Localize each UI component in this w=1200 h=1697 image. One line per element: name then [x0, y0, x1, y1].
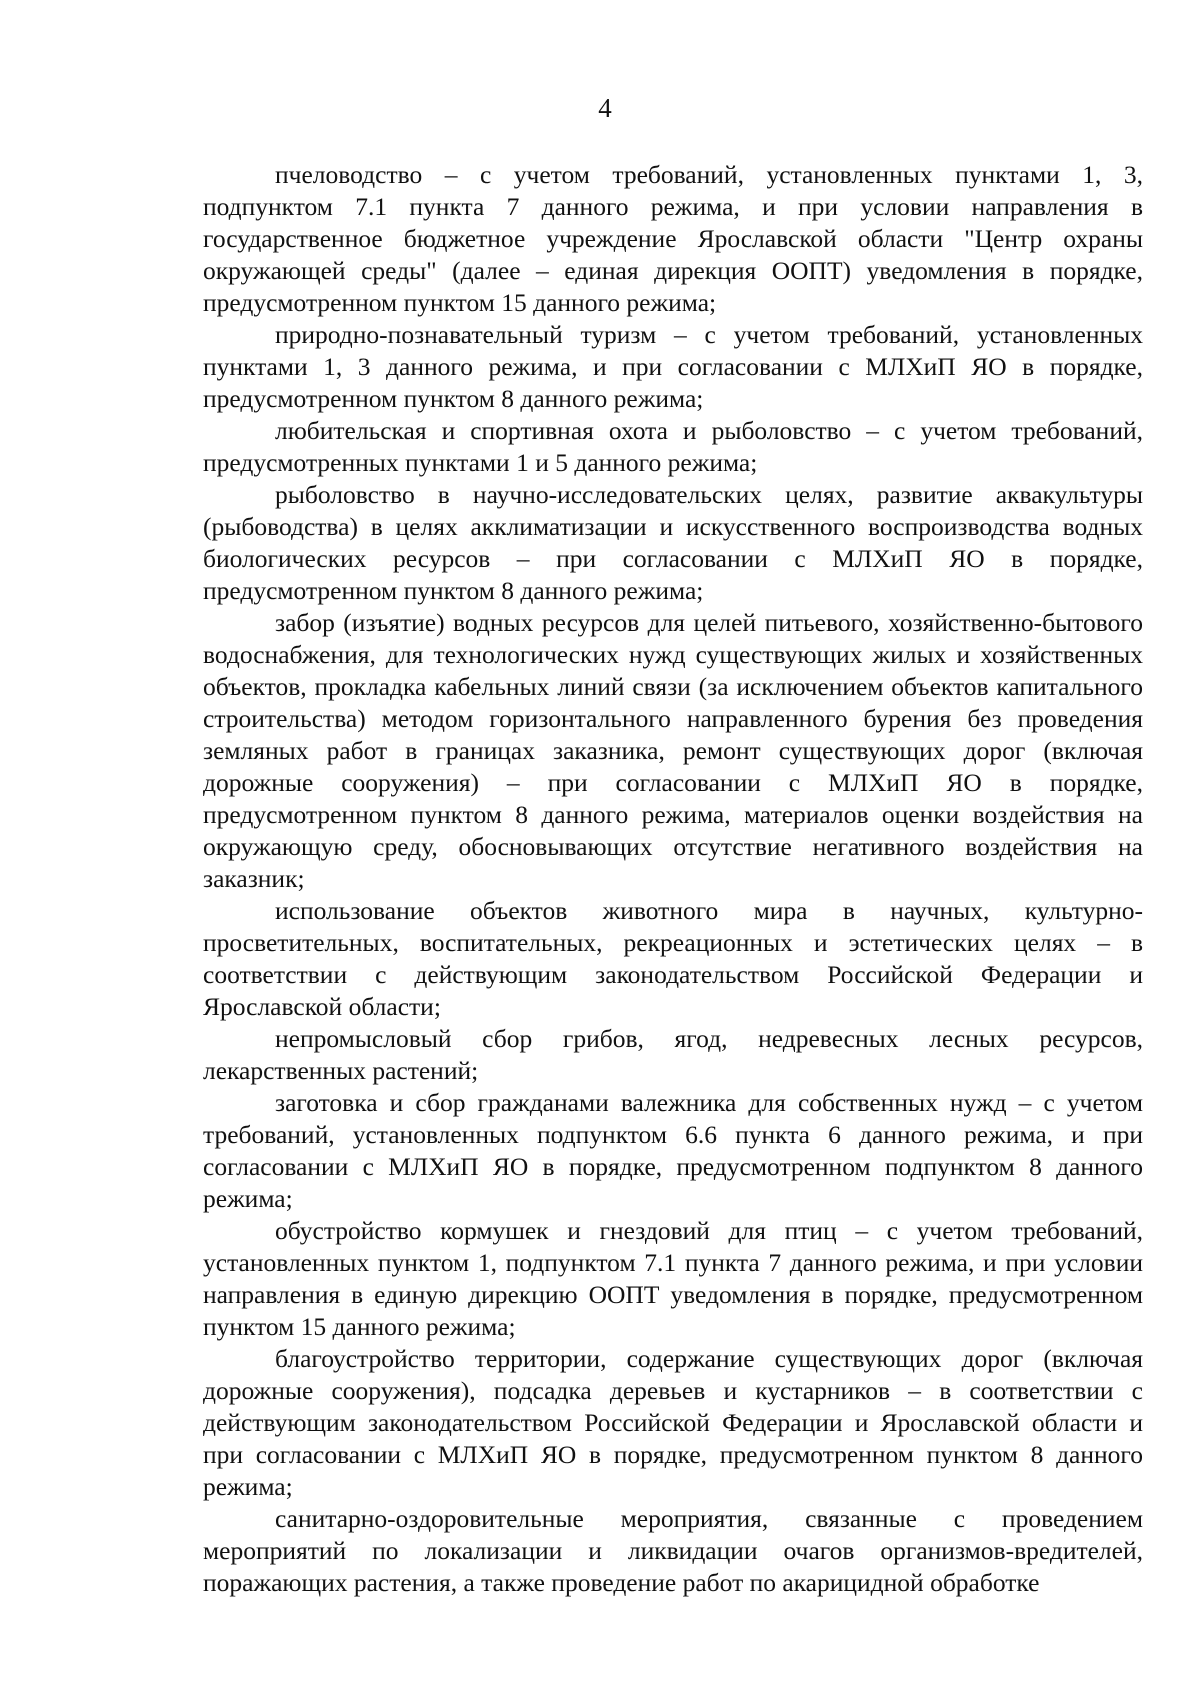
paragraph-research-fishing: рыболовство в научно-исследовательских целях, развитие аквакультуры (рыбоводства) в целях акклиматизации и искусственного воспроизводства водных биологических ресурсов – при согласовании с МЛХиП ЯО в порядке, предусмотренном пунктом 8 данного режима; — [203, 480, 1143, 605]
paragraph-deadwood: заготовка и сбор гражданами валежника для собственных нужд – с учетом требований, установленных подпунктом 6.6 пункта 6 данного режима, и при согласовании с МЛХиП ЯО в порядке, предусмотренном подпунктом 8 данного режима; — [203, 1088, 1143, 1213]
paragraph-sanitary: санитарно-оздоровительные мероприятия, связанные с проведением мероприятий по локализации и ликвидации очагов организмов-вредителей, поражающих растения, а также проведение работ по акарицидной обработке — [203, 1504, 1143, 1597]
paragraph-landscaping: благоустройство территории, содержание существующих дорог (включая дорожные сооружения), подсадка деревьев и кустарников – в соответствии с действующим законодательством Российской Федерации и Ярославской области и при согласовании с МЛХиП ЯО в порядке, предусмотренном пунктом 8 данного режима; — [203, 1344, 1143, 1501]
page-number: 4 — [598, 93, 612, 123]
paragraph-gathering: непромысловый сбор грибов, ягод, недревесных лесных ресурсов, лекарственных растений; — [203, 1024, 1143, 1085]
paragraph-wildlife-use: использование объектов животного мира в научных, культурно-просветительных, воспитательных, рекреационных и эстетических целях – в соответствии с действующим законодательством Российской Федерации и Ярославской области; — [203, 896, 1143, 1021]
paragraph-bird-feeders: обустройство кормушек и гнездовий для птиц – с учетом требований, установленных пунктом 1, подпунктом 7.1 пункта 7 данного режима, и при условии направления в единую дирекцию ООПТ уведомления в порядке, предусмотренном пунктом 15 данного режима; — [203, 1216, 1143, 1341]
paragraph-hunting-fishing: любительская и спортивная охота и рыболовство – с учетом требований, предусмотренных пунктами 1 и 5 данного режима; — [203, 416, 1143, 477]
document-body — [203, 159, 1143, 1599]
paragraph-beekeeping: пчеловодство – с учетом требований, установленных пунктами 1, 3, подпунктом 7.1 пункта 7 данного режима, и при условии направления в государственное бюджетное учреждение Ярославской области "Центр охраны окружающей среды" (далее – единая дирекция ООПТ) уведомления в порядке, предусмотренном пунктом 15 данного режима; — [203, 160, 1143, 317]
paragraph-water-intake: забор (изъятие) водных ресурсов для целей питьевого, хозяйственно-бытового водоснабжения, для технологических нужд существующих жилых и хозяйственных объектов, прокладка кабельных линий связи (за исключением объектов капитального строительства) методом горизонтального направленного бурения без проведения земляных работ в границах заказника, ремонт существующих дорог (включая дорожные сооружения) – при согласовании с МЛХиП ЯО в порядке, предусмотренном пунктом 8 данного режима, материалов оценки воздействия на окружающую среду, обосновывающих отсутствие негативного воздействия на заказник; — [203, 608, 1143, 893]
paragraph-nature-tourism: природно-познавательный туризм – с учетом требований, установленных пунктами 1, 3 данного режима, и при согласовании с МЛХиП ЯО в порядке, предусмотренном пунктом 8 данного режима; — [203, 320, 1143, 413]
